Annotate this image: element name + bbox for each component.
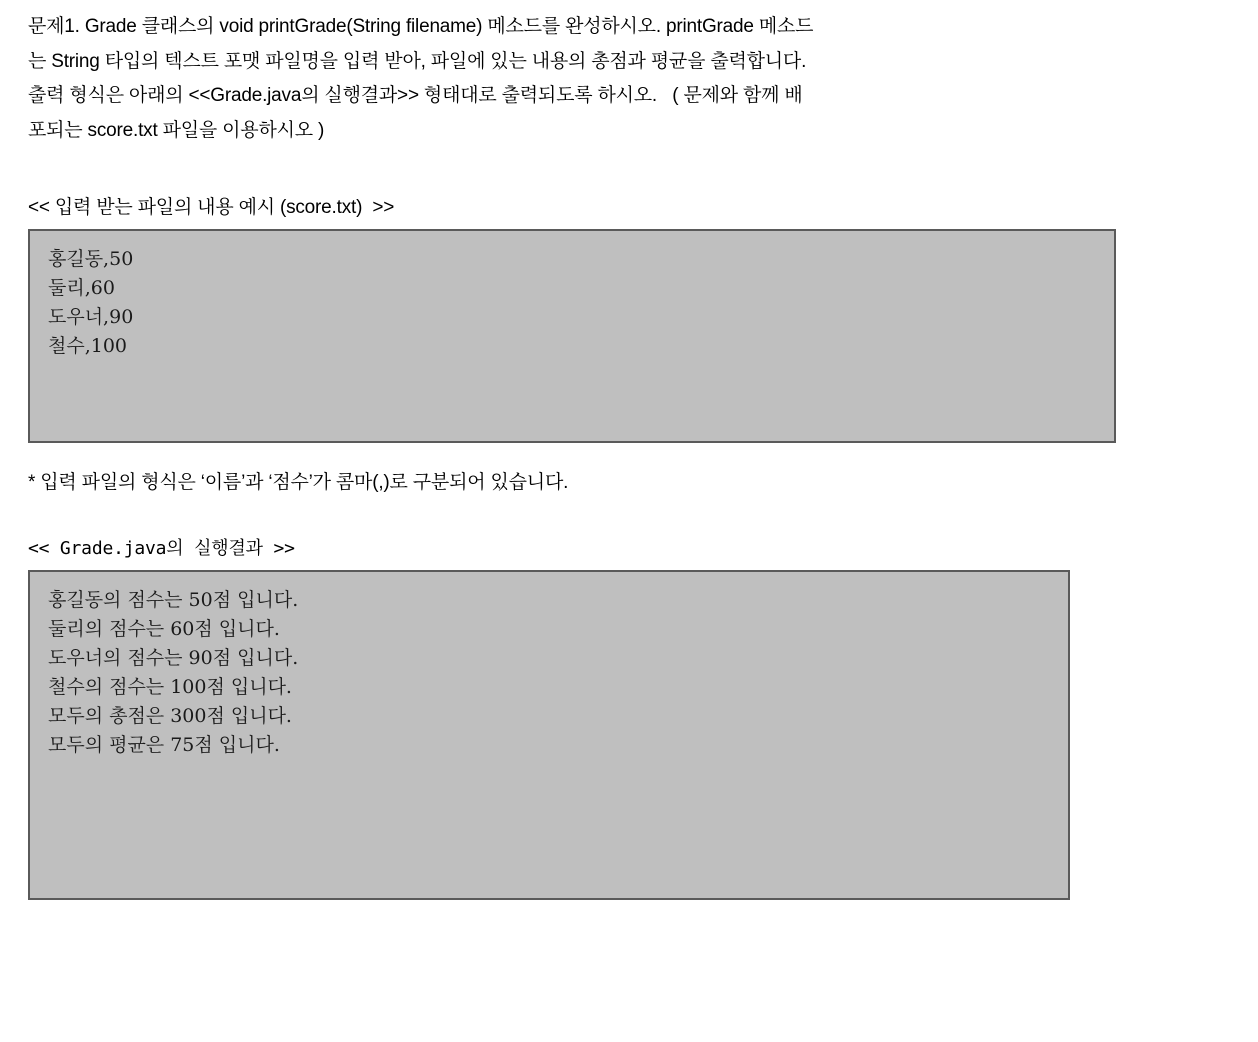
problem-statement [28, 10, 1230, 148]
input-file-line: 둘리,60 [48, 277, 115, 300]
output-line: 철수의 점수는 100점 입니다. [48, 675, 292, 698]
output-line: 둘리의 점수는 60점 입니다. [48, 618, 280, 641]
input-file-content-box [28, 229, 1116, 443]
problem-line: 출력 형식은 아래의 <<Grade.java의 실행결과>> 형태대로 출력되도록 하시오. ( 문제와 함께 배 [28, 85, 803, 107]
output-line: 모두의 평균은 75점 입니다. [48, 733, 280, 756]
input-file-caption: << 입력 받는 파일의 내용 예시 (score.txt) >> [28, 197, 395, 219]
problem-line: 는 String 타입의 텍스트 포맷 파일명을 입력 받아, 파일에 있는 내용의 총점과 평균을 출력합니다. [28, 50, 807, 72]
output-line: 홍길동의 점수는 50점 입니다. [48, 589, 299, 612]
output-line: 도우너의 점수는 90점 입니다. [48, 647, 299, 670]
input-file-line: 철수,100 [48, 334, 128, 357]
input-file-line: 도우너,90 [48, 306, 134, 329]
input-format-note: * 입력 파일의 형식은 ‘이름’과 ‘점수’가 콤마(,)로 구분되어 있습니다. [28, 472, 569, 494]
output-line: 모두의 총점은 300점 입니다. [48, 704, 292, 727]
input-file-line: 홍길동,50 [48, 248, 134, 271]
problem-line: 문제1. Grade 클래스의 void printGrade(String filename) 메소드를 완성하시오. printGrade 메소드 [28, 16, 814, 37]
output-result-caption: << Grade.java의 실행결과 >> [28, 538, 295, 560]
problem-line: 포되는 score.txt 파일을 이용하시오 ) [28, 119, 325, 141]
output-result-box [28, 570, 1070, 900]
